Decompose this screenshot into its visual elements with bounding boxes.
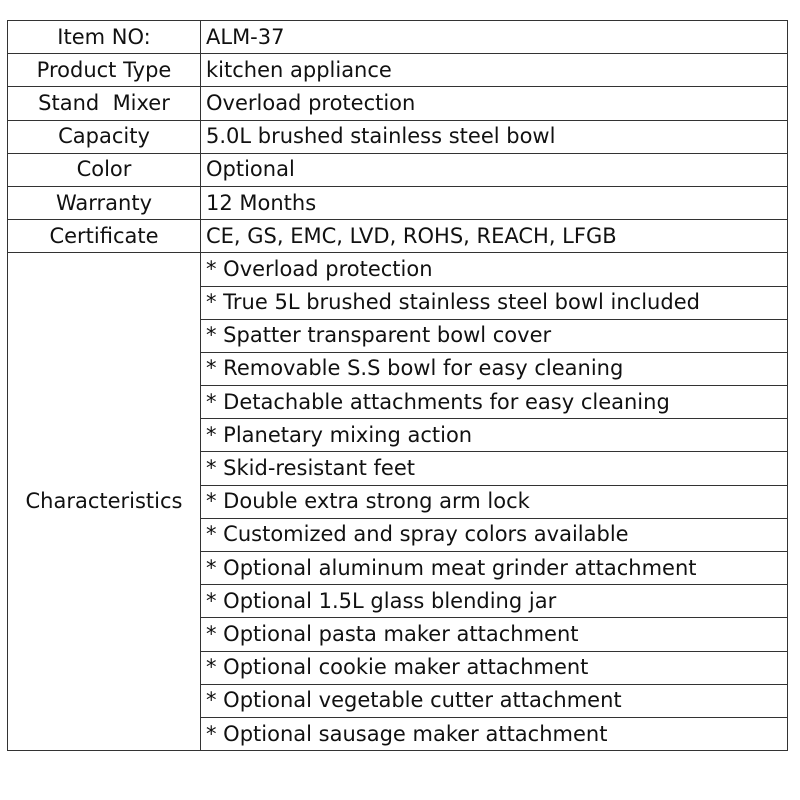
label-color: Color	[8, 153, 201, 186]
characteristic-item: * Planetary mixing action	[201, 419, 788, 452]
characteristic-item: * Optional vegetable cutter attachment	[201, 684, 788, 717]
characteristic-item: * Overload protection	[201, 253, 788, 286]
label-certificate: Certificate	[8, 220, 201, 253]
row-item-no	[8, 21, 788, 54]
characteristic-item: * Removable S.S bowl for easy cleaning	[201, 352, 788, 385]
characteristic-item: * Double extra strong arm lock	[201, 485, 788, 518]
characteristic-item: * True 5L brushed stainless steel bowl included	[201, 286, 788, 319]
spec-table	[7, 20, 788, 751]
characteristic-item: * Spatter transparent bowl cover	[201, 319, 788, 352]
characteristic-item: * Skid-resistant feet	[201, 452, 788, 485]
row-warranty	[8, 186, 788, 219]
characteristic-item: * Optional pasta maker attachment	[201, 618, 788, 651]
value-capacity: 5.0L brushed stainless steel bowl	[201, 120, 788, 153]
characteristic-item: * Optional 1.5L glass blending jar	[201, 585, 788, 618]
label-capacity: Capacity	[8, 120, 201, 153]
value-certificate: CE, GS, EMC, LVD, ROHS, REACH, LFGB	[201, 220, 788, 253]
label-stand-mixer: Stand Mixer	[8, 87, 201, 120]
characteristic-item: * Optional cookie maker attachment	[201, 651, 788, 684]
row-capacity	[8, 120, 788, 153]
label-characteristics: Characteristics	[8, 253, 201, 751]
value-warranty: 12 Months	[201, 186, 788, 219]
row-product-type	[8, 54, 788, 87]
spec-table-body	[8, 21, 788, 751]
characteristic-item: * Optional aluminum meat grinder attachment	[201, 552, 788, 585]
value-color: Optional	[201, 153, 788, 186]
value-stand-mixer: Overload protection	[201, 87, 788, 120]
row-color	[8, 153, 788, 186]
value-item-no: ALM-37	[201, 21, 788, 54]
value-product-type: kitchen appliance	[201, 54, 788, 87]
characteristic-item: * Customized and spray colors available	[201, 518, 788, 551]
row-certificate	[8, 220, 788, 253]
label-warranty: Warranty	[8, 186, 201, 219]
characteristic-row	[8, 253, 788, 286]
label-product-type: Product Type	[8, 54, 201, 87]
label-item-no: Item NO:	[8, 21, 201, 54]
characteristic-item: * Detachable attachments for easy cleaning	[201, 386, 788, 419]
characteristic-item: * Optional sausage maker attachment	[201, 717, 788, 750]
row-stand-mixer	[8, 87, 788, 120]
